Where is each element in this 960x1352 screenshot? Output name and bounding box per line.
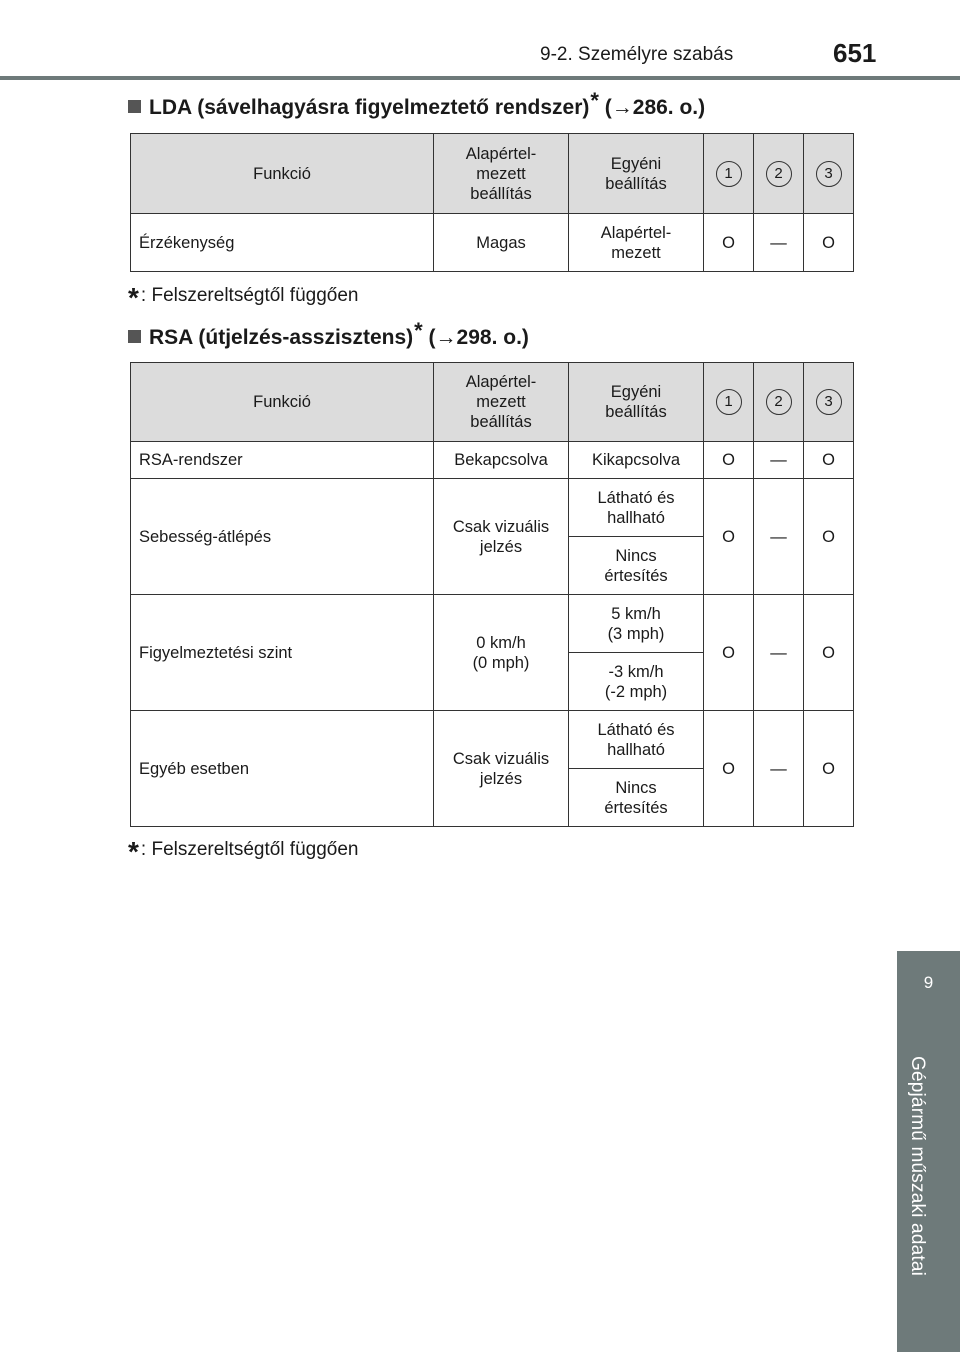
cell-default: Csak vizuális jelzés <box>434 479 569 595</box>
cell-c2: — <box>754 214 804 272</box>
lda-title-text: LDA (sávelhagyásra figyelmeztető rendszer) <box>149 96 590 119</box>
chapter-title: Gépjármű műszaki adatai <box>907 1056 928 1277</box>
cell-function: Sebesség-átlépés <box>131 479 434 595</box>
circled-number-1-icon: 1 <box>716 389 742 415</box>
col-header-custom: Egyéni beállítás <box>569 134 704 214</box>
cell-default: Magas <box>434 214 569 272</box>
cell-function: Egyéb esetben <box>131 711 434 827</box>
cell-function: RSA-rendszer <box>131 442 434 479</box>
table-header-row <box>131 363 854 442</box>
cell-default: Csak vizuális jelzés <box>434 711 569 827</box>
circled-number-2-icon: 2 <box>766 161 792 187</box>
cell-c1: O <box>704 442 754 479</box>
rsa-section-title <box>128 318 529 350</box>
table-row <box>131 442 854 479</box>
col-header-2 <box>754 363 804 442</box>
footnote-star: * <box>128 282 139 313</box>
cell-c1: O <box>704 214 754 272</box>
col-header-3 <box>804 363 854 442</box>
cell-c2: — <box>754 595 804 711</box>
chapter-number: 9 <box>923 973 934 992</box>
rsa-star: * <box>414 318 423 343</box>
circled-number-1-icon: 1 <box>716 161 742 187</box>
table-row <box>131 595 854 653</box>
cell-custom: 5 km/h (3 mph) <box>569 595 704 653</box>
col-header-3 <box>804 134 854 214</box>
col-header-1 <box>704 134 754 214</box>
cell-custom: -3 km/h (-2 mph) <box>569 653 704 711</box>
cell-c3: O <box>804 479 854 595</box>
cell-custom: Látható és hallható <box>569 711 704 769</box>
table-header-row <box>131 134 854 214</box>
col-header-function: Funkció <box>131 363 434 442</box>
footnote-text: : Felszereltségtől függően <box>140 285 359 306</box>
cell-function: Figyelmeztetési szint <box>131 595 434 711</box>
cell-function: Érzékenység <box>131 214 434 272</box>
circled-number-3-icon: 3 <box>816 389 842 415</box>
header-section-title: 9-2. Személyre szabás <box>540 44 734 65</box>
rsa-title-text: RSA (útjelzés-asszisztens) <box>149 326 414 349</box>
col-header-2 <box>754 134 804 214</box>
header-divider <box>0 76 960 80</box>
bullet-square-icon <box>128 330 141 343</box>
table-row <box>131 711 854 769</box>
col-header-custom: Egyéni beállítás <box>569 363 704 442</box>
col-header-default: Alapértel- mezett beállítás <box>434 363 569 442</box>
circled-number-2-icon: 2 <box>766 389 792 415</box>
table-row <box>131 479 854 537</box>
cell-c1: O <box>704 711 754 827</box>
cell-custom: Alapértel- mezett <box>569 214 704 272</box>
lda-footnote <box>128 282 358 314</box>
cell-c3: O <box>804 214 854 272</box>
table-row <box>131 214 854 272</box>
cell-c3: O <box>804 711 854 827</box>
lda-star: * <box>590 88 599 113</box>
cell-default: 0 km/h (0 mph) <box>434 595 569 711</box>
rsa-page-ref: (→298. o.) <box>428 326 529 349</box>
bullet-square-icon <box>128 100 141 113</box>
page-number: 651 <box>833 38 877 68</box>
cell-c2: — <box>754 711 804 827</box>
lda-settings-table <box>130 133 854 272</box>
cell-default: Bekapcsolva <box>434 442 569 479</box>
footnote-text: : Felszereltségtől függően <box>140 839 359 860</box>
cell-c2: — <box>754 479 804 595</box>
lda-section-title <box>128 88 705 120</box>
col-header-default: Alapértel- mezett beállítás <box>434 134 569 214</box>
cell-c3: O <box>804 442 854 479</box>
col-header-1 <box>704 363 754 442</box>
circled-number-3-icon: 3 <box>816 161 842 187</box>
cell-custom: Kikapcsolva <box>569 442 704 479</box>
footnote-star: * <box>128 836 139 867</box>
cell-custom: Nincs értesítés <box>569 537 704 595</box>
cell-c3: O <box>804 595 854 711</box>
cell-c1: O <box>704 479 754 595</box>
cell-custom: Nincs értesítés <box>569 769 704 827</box>
cell-c2: — <box>754 442 804 479</box>
cell-custom: Látható és hallható <box>569 479 704 537</box>
rsa-footnote <box>128 836 358 868</box>
chapter-side-tab <box>897 951 960 1352</box>
lda-page-ref: (→286. o.) <box>604 96 706 119</box>
col-header-function: Funkció <box>131 134 434 214</box>
cell-c1: O <box>704 595 754 711</box>
rsa-settings-table <box>130 362 854 827</box>
